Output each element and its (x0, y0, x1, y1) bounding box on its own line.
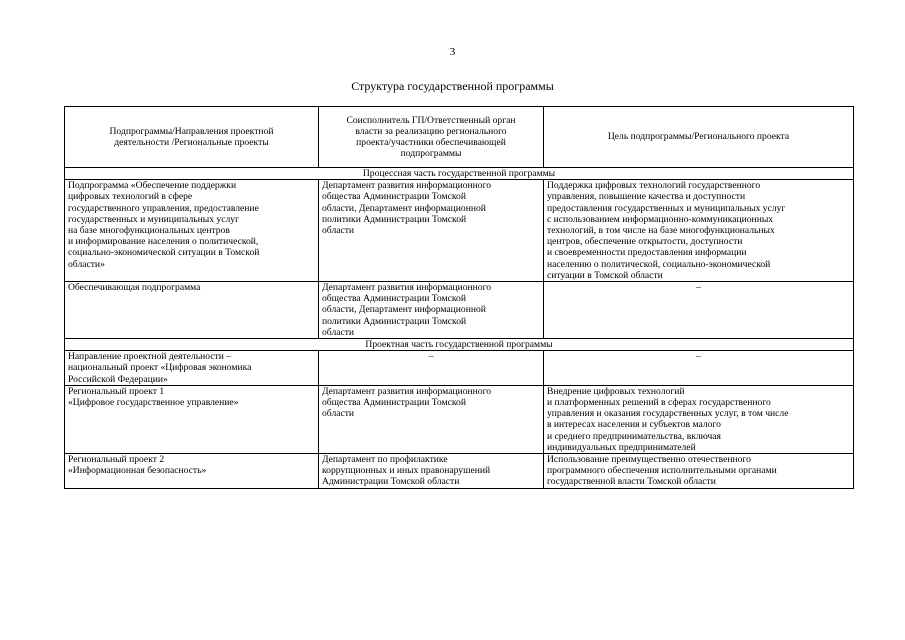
row-name: Региональный проект 2 «Информационная безопасность» (65, 454, 319, 489)
table-header-row (65, 107, 854, 168)
row-goal: Поддержка цифровых технологий государственного управления, повышение качества и доступности предоставления государственных и муниципальных услуг с использованием информационно-коммуникационных технологий, в том числе на базе многофункциональных центров, обеспечение открытости, доступности и своевременности предоставления информации населению о политической, социально-экономической ситуации в Томской области (544, 180, 854, 282)
document-title: Структура государственной программы (351, 79, 554, 93)
section-title: Проектная часть государственной программы (65, 339, 854, 351)
row-goal: Внедрение цифровых технологий и платформенных решений в сферах государственного управления и оказания государственных услуг, в том числе в интересах населения и субъектов малого и среднего предпринимательства, включая индивидуальных предпринимателей (544, 385, 854, 453)
section-row-project (65, 339, 854, 351)
table-row (65, 351, 854, 386)
table-row (65, 454, 854, 489)
row-goal: – (544, 282, 854, 339)
row-executor: Департамент развития информационного общества Администрации Томской области, Департамент информационной политики Администрации Томской области (319, 180, 544, 282)
row-executor: – (319, 351, 544, 386)
row-name: Обеспечивающая подпрограмма (65, 282, 319, 339)
row-executor: Департамент развития информационного общества Администрации Томской области (319, 385, 544, 453)
row-name: Подпрограмма «Обеспечение поддержки цифровых технологий в сфере государственного управления, предоставление государственных и муниципальных услуг на базе многофункциональных центров и информирование населения о политической, социально-экономической ситуации в Томской области» (65, 180, 319, 282)
row-goal: – (544, 351, 854, 386)
header-goal: Цель подпрограммы/Регионального проекта (544, 107, 854, 168)
row-name: Направление проектной деятельности – национальный проект «Цифровая экономика Российской Федерации» (65, 351, 319, 386)
section-title: Процессная часть государственной программы (65, 168, 854, 180)
header-subprograms: Подпрограммы/Направления проектной деятельности /Региональные проекты (65, 107, 319, 168)
row-goal: Использование преимущественно отечественного программного обеспечения исполнительными органами государственной власти Томской области (544, 454, 854, 489)
program-structure-table (64, 106, 854, 489)
row-name: Региональный проект 1 «Цифровое государственное управление» (65, 385, 319, 453)
row-executor: Департамент развития информационного общества Администрации Томской области, Департамент информационной политики Администрации Томской области (319, 282, 544, 339)
row-executor: Департамент по профилактике коррупционных и иных правонарушений Администрации Томской области (319, 454, 544, 489)
table-row (65, 180, 854, 282)
table-row (65, 385, 854, 453)
page-number: 3 (449, 46, 456, 58)
table-row (65, 282, 854, 339)
section-row-process (65, 168, 854, 180)
header-executor: Соисполнитель ГП/Ответственный орган власти за реализацию регионального проекта/участники обеспечивающей подпрограммы (319, 107, 544, 168)
